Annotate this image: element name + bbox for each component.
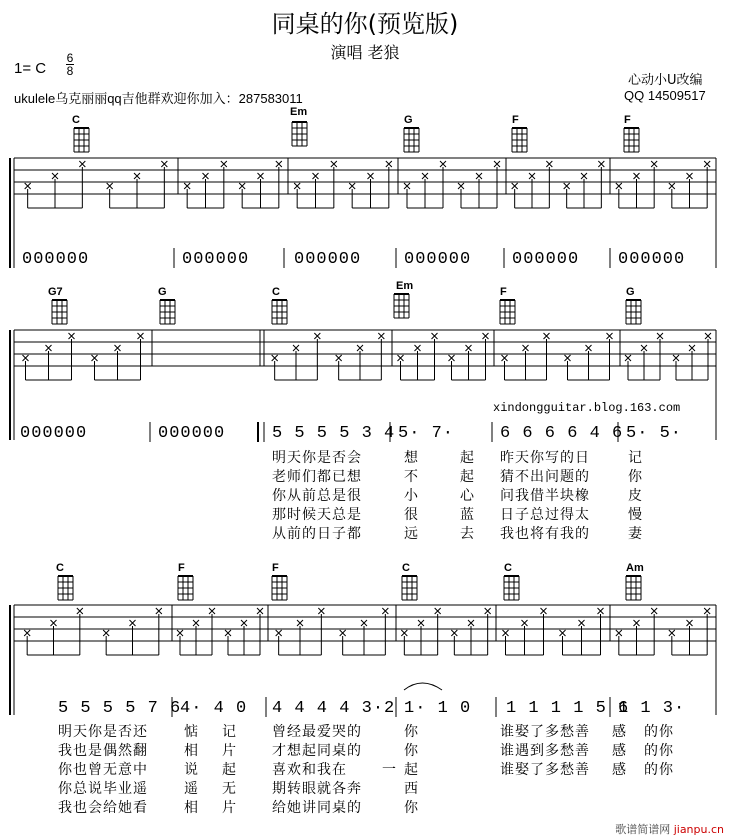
jianpu-bar: 000000 — [158, 424, 226, 443]
strum-mark — [209, 608, 215, 614]
jianpu-bar: 000000 — [22, 250, 90, 269]
strum-mark — [565, 355, 571, 361]
lyric-text: 远 — [404, 526, 419, 542]
chord-diagram — [178, 576, 193, 600]
lyric-text: 一 — [382, 762, 397, 778]
strum-mark — [130, 620, 136, 626]
lyric-text: 你也曾无意中 — [58, 762, 148, 778]
lyric-text: 很 — [404, 507, 419, 523]
lyric-text: 起 — [460, 450, 475, 466]
lyric-text: 小 — [404, 488, 419, 504]
chord-name: Am — [626, 562, 644, 574]
strum-mark — [502, 355, 508, 361]
lyric-text: 从前的日子都 — [272, 526, 362, 542]
strum-mark — [689, 345, 695, 351]
qq-number: QQ 14509517 — [624, 88, 706, 103]
strum-mark — [494, 161, 500, 167]
strum-mark — [184, 183, 190, 189]
lyric-text: 老师们都已想 — [272, 469, 362, 485]
strum-mark — [432, 333, 438, 339]
strum-mark — [560, 630, 566, 636]
chord-name: F — [178, 562, 185, 574]
lyric-text: 想 — [404, 450, 419, 466]
strum-mark — [336, 355, 342, 361]
lyric-text: 无 — [222, 781, 237, 797]
strum-mark — [512, 183, 518, 189]
chord-diagram — [58, 576, 73, 600]
lyric-text: 我也是偶然翻 — [58, 743, 148, 759]
strum-mark — [239, 183, 245, 189]
strum-mark — [46, 345, 52, 351]
strum-mark — [485, 608, 491, 614]
jianpu-bar: 000000 — [294, 250, 362, 269]
strum-mark — [272, 355, 278, 361]
lyric-text: 你 — [404, 800, 419, 816]
lyric-text: 问我借半块橡 — [500, 488, 590, 504]
strum-mark — [476, 173, 482, 179]
arranger-credit: 心动小U改编 — [628, 73, 703, 88]
lyric-text: 起 — [404, 762, 419, 778]
strum-mark — [52, 173, 58, 179]
strum-mark — [313, 173, 319, 179]
lyric-text: 片 — [222, 743, 237, 759]
chord-name: F — [512, 114, 519, 126]
watermark-site: 歌谱简谱网 — [615, 823, 671, 836]
strum-mark — [161, 161, 167, 167]
jianpu-bar: 000000 — [20, 424, 88, 443]
strum-mark — [331, 161, 337, 167]
chord-diagram — [160, 300, 175, 324]
lyric-text: 的你 — [644, 762, 674, 778]
chord-diagram — [404, 128, 419, 152]
strum-mark — [466, 345, 472, 351]
strum-mark — [241, 620, 247, 626]
strum-mark — [318, 608, 324, 614]
lyric-text: 相 — [184, 743, 199, 759]
strum-mark — [586, 345, 592, 351]
strum-mark — [138, 333, 144, 339]
strum-mark — [77, 608, 83, 614]
jianpu-bar: 000000 — [404, 250, 472, 269]
strum-mark — [625, 355, 631, 361]
jianpu-bar: 4 4 4 4 3·2 — [272, 699, 396, 718]
strum-mark — [382, 608, 388, 614]
lyric-text: 相 — [184, 800, 199, 816]
lyric-text: 说 — [184, 762, 199, 778]
lyric-text: 曾经最爱哭的 — [272, 724, 362, 740]
strum-mark — [435, 608, 441, 614]
lyric-text: 日子总过得太 — [500, 507, 590, 523]
lyric-text: 你 — [628, 469, 643, 485]
chord-name: F — [500, 286, 507, 298]
lyric-text: 蓝 — [460, 507, 475, 523]
strum-mark — [115, 345, 121, 351]
chord-diagram — [292, 122, 307, 146]
lyric-text: 谁娶了多愁善 — [500, 762, 590, 778]
chord-diagram — [504, 576, 519, 600]
strum-mark — [418, 620, 424, 626]
strum-mark — [357, 345, 363, 351]
strum-mark — [368, 173, 374, 179]
lyric-text: 你总说毕业遥 — [58, 781, 148, 797]
chord-name: Em — [396, 280, 414, 292]
strum-mark — [616, 630, 622, 636]
chord-diagram — [624, 128, 639, 152]
jianpu-bar: 5· 7· — [398, 424, 455, 443]
strum-mark — [23, 355, 29, 361]
lyric-text: 期转眼就各奔 — [272, 781, 362, 797]
strum-mark — [607, 333, 613, 339]
lyric-text: 遥 — [184, 781, 199, 797]
strum-mark — [440, 161, 446, 167]
lyric-text: 昨天你写的日 — [500, 450, 590, 466]
lyric-text: 不 — [404, 469, 419, 485]
strum-mark — [705, 333, 711, 339]
lyric-text: 慢 — [628, 507, 643, 523]
jianpu-bar: 5· 5· — [626, 424, 683, 443]
strum-mark — [24, 630, 30, 636]
strum-mark — [134, 173, 140, 179]
time-numerator: 6 — [66, 51, 74, 65]
lyric-text: 那时候天总是 — [272, 507, 362, 523]
strum-mark — [669, 630, 675, 636]
strum-mark — [79, 161, 85, 167]
strum-mark — [398, 355, 404, 361]
lyric-text: 你 — [404, 743, 419, 759]
strum-mark — [349, 183, 355, 189]
chord-name: Em — [290, 106, 308, 118]
chord-diagram — [52, 300, 67, 324]
strum-mark — [564, 183, 570, 189]
strum-mark — [221, 161, 227, 167]
jianpu-bar: 000000 — [512, 250, 580, 269]
chord-diagram — [74, 128, 89, 152]
lyric-text: 片 — [222, 800, 237, 816]
strum-mark — [546, 161, 552, 167]
strum-mark — [276, 630, 282, 636]
strum-mark — [203, 173, 209, 179]
strum-mark — [541, 608, 547, 614]
lyric-text: 西 — [404, 781, 419, 797]
jianpu-bar: 4· 4 0 — [180, 699, 248, 718]
strum-mark — [386, 161, 392, 167]
lyric-text: 皮 — [628, 488, 643, 504]
chord-diagram — [512, 128, 527, 152]
chord-diagram — [272, 576, 287, 600]
strum-mark — [257, 608, 263, 614]
strum-mark — [458, 183, 464, 189]
watermark — [615, 821, 724, 837]
jianpu-bar: 6 6 6 6 4 6 — [500, 424, 624, 443]
strum-mark — [704, 608, 710, 614]
strum-mark — [634, 173, 640, 179]
strum-mark — [340, 630, 346, 636]
key-signature: 1= C — [14, 60, 47, 77]
strum-mark — [103, 630, 109, 636]
strum-mark — [523, 345, 529, 351]
jianpu-bar: 000000 — [618, 250, 686, 269]
lyric-text: 你从前总是很 — [272, 488, 362, 504]
lyric-text: 记 — [222, 724, 237, 740]
chord-diagram — [272, 300, 287, 324]
strum-mark — [293, 345, 299, 351]
chord-name: G7 — [48, 286, 63, 298]
strum-mark — [704, 161, 710, 167]
jianpu-bar: 5 5 5 5 3 4 — [272, 424, 396, 443]
chord-diagram — [626, 576, 641, 600]
strum-mark — [225, 630, 231, 636]
strum-mark — [598, 161, 604, 167]
strum-mark — [177, 630, 183, 636]
strum-mark — [297, 620, 303, 626]
strum-mark — [193, 620, 199, 626]
strum-mark — [422, 173, 428, 179]
lyric-text: 感 — [612, 724, 627, 740]
lyric-text: 谁娶了多愁善 — [500, 724, 590, 740]
strum-mark — [468, 620, 474, 626]
strum-mark — [276, 161, 282, 167]
lyric-text: 起 — [460, 469, 475, 485]
chord-diagram — [500, 300, 515, 324]
lyric-text: 惦 — [184, 724, 199, 740]
strum-mark — [503, 630, 509, 636]
jianpu-bar: 1· 1 0 — [404, 699, 472, 718]
jianpu-bar: 000000 — [182, 250, 250, 269]
chord-diagram — [394, 294, 409, 318]
chord-name: G — [626, 286, 635, 298]
lyric-text: 心 — [460, 488, 475, 504]
chord-name: F — [272, 562, 279, 574]
lyric-text: 记 — [628, 450, 643, 466]
strum-mark — [687, 620, 693, 626]
lyric-text: 喜欢和我在 — [272, 762, 347, 778]
strum-mark — [598, 608, 604, 614]
strum-mark — [258, 173, 264, 179]
strum-mark — [581, 173, 587, 179]
strum-mark — [51, 620, 57, 626]
chord-name: C — [504, 562, 512, 574]
lyric-text: 明天你是否会 — [272, 450, 362, 466]
strum-mark — [634, 620, 640, 626]
jianpu-bar: 1 1 3· — [618, 699, 686, 718]
lyric-text: 明天你是否还 — [58, 724, 148, 740]
chord-name: C — [72, 114, 80, 126]
lyric-text: 感 — [612, 743, 627, 759]
singer-credit: 演唱 老狼 — [330, 43, 400, 62]
lyric-text: 猜不出问题的 — [500, 469, 590, 485]
strum-mark — [378, 333, 384, 339]
strum-mark — [657, 333, 663, 339]
strum-mark — [361, 620, 367, 626]
strum-mark — [314, 333, 320, 339]
strum-mark — [651, 161, 657, 167]
strum-mark — [294, 183, 300, 189]
strum-mark — [449, 355, 455, 361]
song-title: 同桌的你(预览版) — [271, 10, 459, 38]
lyric-text: 感 — [612, 762, 627, 778]
website-url: xindongguitar.blog.163.com — [493, 401, 681, 415]
lyric-text: 你 — [404, 724, 419, 740]
jianpu-bar: 1 1 1 1 5 6 — [506, 699, 630, 718]
group-info: ukulele乌克丽丽qq吉他群欢迎你加入：287583011 — [14, 91, 303, 106]
strum-mark — [669, 183, 675, 189]
lyric-text: 给她讲同桌的 — [272, 800, 362, 816]
strum-mark — [404, 183, 410, 189]
chord-name: C — [272, 286, 280, 298]
chord-name: G — [404, 114, 413, 126]
strum-mark — [687, 173, 693, 179]
lyric-text: 妻 — [628, 526, 643, 542]
strum-mark — [156, 608, 162, 614]
watermark-domain: jianpu.cn — [673, 823, 724, 836]
lyric-text: 我也将有我的 — [500, 526, 590, 542]
chord-diagram — [402, 576, 417, 600]
strum-mark — [483, 333, 489, 339]
strum-mark — [616, 183, 622, 189]
lyric-text: 起 — [222, 762, 237, 778]
strum-mark — [529, 173, 535, 179]
chord-name: C — [402, 562, 410, 574]
strum-mark — [451, 630, 457, 636]
strum-mark — [25, 183, 31, 189]
chord-name: G — [158, 286, 167, 298]
strum-mark — [69, 333, 75, 339]
strum-mark — [415, 345, 421, 351]
jianpu-bar: 5 5 5 5 7 6 — [58, 699, 182, 718]
chord-name: F — [624, 114, 631, 126]
strum-mark — [673, 355, 679, 361]
strum-mark — [579, 620, 585, 626]
lyric-text: 我也会给她看 — [58, 800, 148, 816]
strum-mark — [651, 608, 657, 614]
strum-mark — [107, 183, 113, 189]
lyric-text: 才想起同桌的 — [272, 743, 362, 759]
strum-mark — [641, 345, 647, 351]
strum-mark — [92, 355, 98, 361]
strum-mark — [401, 630, 407, 636]
lyric-text: 的你 — [644, 724, 674, 740]
lyric-text: 去 — [460, 526, 475, 542]
lyric-text: 的你 — [644, 743, 674, 759]
lyric-text: 谁遇到多愁善 — [500, 743, 590, 759]
time-denominator: 8 — [66, 64, 74, 78]
chord-name: C — [56, 562, 64, 574]
strum-mark — [522, 620, 528, 626]
strum-mark — [544, 333, 550, 339]
chord-diagram — [626, 300, 641, 324]
